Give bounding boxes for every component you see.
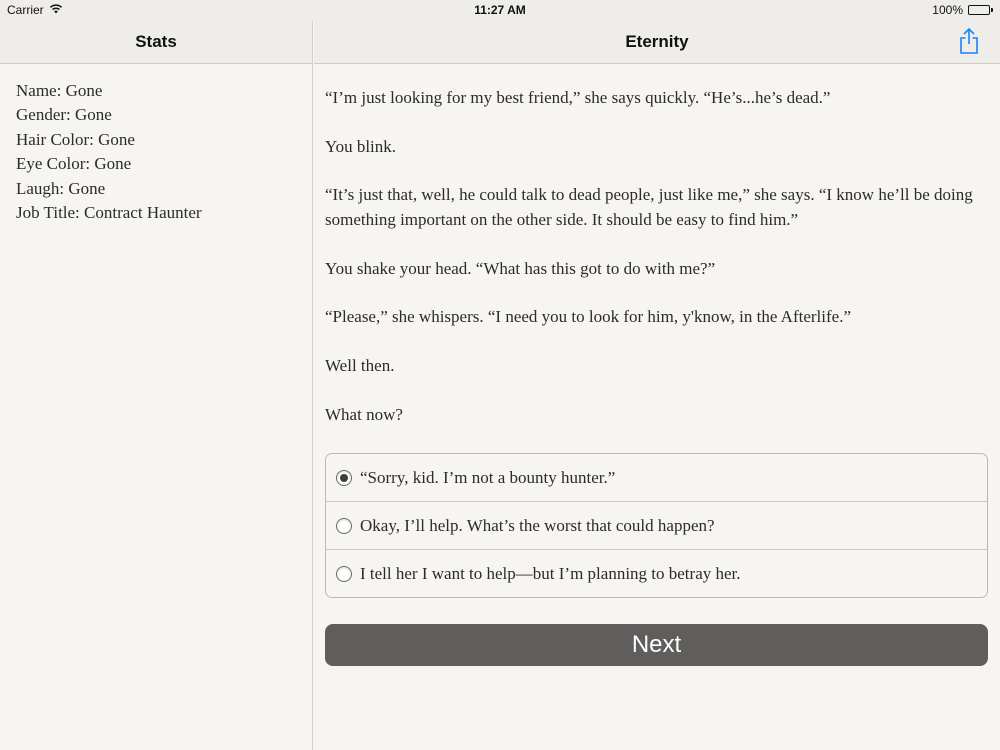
carrier-label: Carrier [7, 3, 44, 17]
stat-item: Hair Color: Gone [16, 129, 135, 149]
stat-item: Job Title: Contract Haunter [16, 203, 202, 223]
stats-list [0, 64, 312, 225]
radio-icon[interactable] [336, 566, 352, 582]
story-title: Eternity [625, 32, 689, 51]
choice-option-2[interactable] [326, 502, 987, 550]
stat-item: Laugh: Gone [16, 178, 106, 198]
choice-option-1[interactable] [326, 454, 987, 502]
share-icon [957, 27, 981, 55]
stat-item: Name: Gone [16, 81, 103, 100]
choice-label: “Sorry, kid. I’m not a bounty hunter.” [360, 467, 616, 487]
stats-nav-bar [0, 21, 312, 64]
choice-option-3[interactable] [326, 550, 987, 598]
story-paragraph: What now? [325, 404, 403, 424]
story-nav-bar [314, 21, 1000, 64]
choice-label: Okay, I’ll help. What’s the worst that could happen? [360, 515, 715, 535]
battery-percent: 100% [932, 3, 963, 17]
choice-label: I tell her I want to help—but I’m planning to betray her. [360, 564, 741, 583]
story-paragraph: You blink. [325, 136, 397, 156]
radio-icon[interactable] [336, 518, 352, 534]
share-button[interactable] [957, 27, 981, 55]
status-right [932, 3, 993, 17]
stat-item: Eye Color: Gone [16, 154, 132, 174]
battery-icon [968, 5, 993, 15]
story-paragraph: Well then. [325, 355, 395, 375]
stats-title: Stats [135, 32, 177, 51]
choice-list [325, 453, 988, 598]
radio-selected-icon[interactable] [336, 470, 352, 486]
stat-item: Gender: Gone [16, 105, 112, 125]
story-paragraph: “I’m just looking for my best friend,” she says quickly. “He’s...he’s dead.” [325, 88, 831, 107]
status-time: 11:27 AM [474, 3, 526, 17]
story-text [314, 64, 1000, 427]
status-bar [0, 0, 1000, 21]
story-paragraph: You shake your head. “What has this got to do with me?” [325, 258, 716, 278]
stats-panel [0, 21, 313, 750]
story-panel [314, 21, 1000, 750]
story-paragraph: “Please,” she whispers. “I need you to look for him, y'know, in the Afterlife.” [325, 307, 851, 327]
next-button[interactable]: Next [325, 624, 988, 666]
story-paragraph: “It’s just that, well, he could talk to dead people, just like me,” she says. “I know he’ll be doing something important on the other side. It should be easy to find him.” [325, 185, 973, 229]
